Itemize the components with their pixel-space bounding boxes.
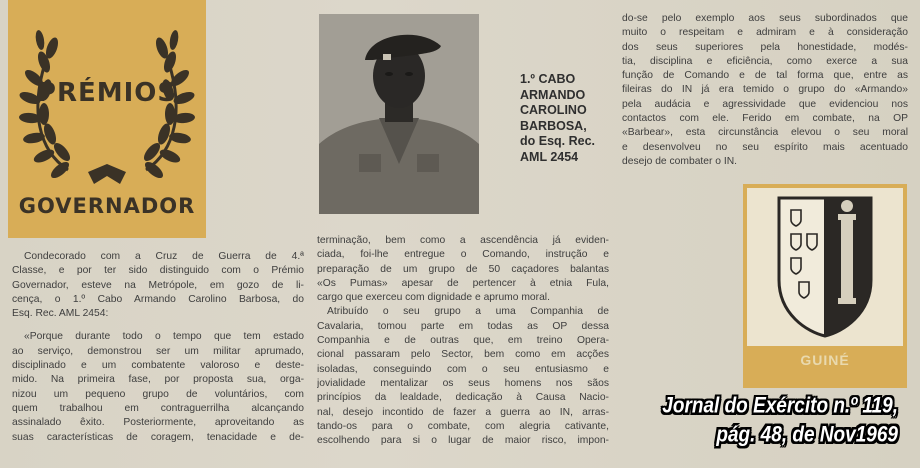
text-line: e desenvolveu no seu espírito mais acentuado [622,141,908,153]
article-column-3 [622,12,908,169]
text-line: cargo que exerceu com dignidade e aprumo moral. [317,292,550,304]
text-line: Classe, e por ter sido distinguido com o Prémio [12,265,304,277]
text-line: Companhia e de outras que, em treino Opera- [317,335,609,347]
text-line: mido. Na primeira fase, por proposta sua, orga- [12,374,304,386]
text-line: preparação de um grupo de 50 caçadores balantas [317,263,609,275]
text-line: cença, o 1.º Cabo Armando Carolino Barbosa, do [12,293,304,305]
text-line: terminação, bem como a ascendência já eviden- [317,235,609,246]
text-line: Esq. Rec. AML 2454: [12,308,109,320]
premios-governador-badge [8,0,206,238]
caption-line: 1.º CABO [520,72,576,86]
article-column-1 [12,250,304,445]
text-line: ao serviço, demonstrou ser um militar aprumado, [12,345,304,357]
article-column-2 [317,234,609,448]
text-line: do-se pelo exemplo aos seus subordinados que [622,13,908,24]
text-line: quem trabalhou em contraguerrilha alcançando [12,402,304,414]
text-line: Governador, esteve na Metrópole, em gozo de li- [12,279,304,291]
text-line: cional passaram pelo Sector, bem como em acções [317,349,609,361]
text-line: Cavalaria, tomou parte em todas as OP dessa [317,320,609,332]
source-credit [578,392,898,450]
guine-coat-of-arms [743,184,907,388]
text-line: «Porque durante todo o tempo que tem estado [24,331,304,343]
text-line: escolhendo para si o lugar de maior risco, impon- [317,435,609,447]
text-line: tia, disciplina e eficiência, como exerce a sua [622,55,908,67]
text-line: muito o respeitam e admiram e à consideração [622,27,908,39]
text-line: nizou um pequeno grupo de voluntários, com [12,388,304,400]
text-line: Condecorado com a Cruz de Guerra de 4.ª [24,251,304,262]
caption-line: BARBOSA, [520,118,587,133]
text-line: desejo de combater o IN. [622,155,738,167]
caption-line: CAROLINO [520,103,587,117]
text-line: nal, desejo incontido de fazer a guerra ao IN, arras- [317,406,609,418]
text-line: ciada, foi-lhe entregue o Comando, instrução e [317,249,609,261]
text-line: isoladas, conseguindo com o seu entusiasmo e [317,363,609,375]
text-line: «Barbear», esta circunstância elevou o seu moral [622,127,908,139]
soldier-photo [319,14,479,214]
guine-label: GUINÉ [800,352,850,368]
text-line: Atribuído o seu grupo a uma Companhia de [327,306,609,318]
text-line: jovialidade mentalizar os seus homens nos sãos [317,377,609,389]
caption-line: AML 2454 [520,149,579,164]
source-line-2: pág. 48, de Nov1969 [716,423,898,448]
text-line: «Os Pumas» apesar de pertencer à etnia Fula, [317,277,609,289]
text-line: princípios da lealdade, dedicação à Causa Nacio- [317,392,609,404]
text-line: tando-os para o combate, com alegria cativante, [317,420,609,432]
photo-caption [520,72,630,165]
text-line: pela audácia e agressividade que evidenciou nos [622,98,908,110]
text-line: função de Comando e de tal forma que, entre as [622,70,908,82]
text-line: suas características de coragem, tenacidade e de- [12,431,304,443]
text-line: dos seus superiores pela honestidade, modés- [622,41,908,53]
text-line: disciplinado e um combatente valoroso e deste- [12,360,304,372]
source-line-1: Jornal do Exército n.º 119, [662,394,898,419]
text-line: assinalado êxito. Posteriormente, aproveitando as [12,417,304,429]
badge-subtitle: GOVERNADOR [18,194,196,218]
caption-line: do Esq. Rec. [520,134,596,148]
text-line: fileiras do IN já era temido o grupo do «Armando» [622,84,908,96]
text-line: contactos com ele. Ferido em combate, na OP [622,113,908,125]
caption-line: ARMANDO [520,87,586,102]
badge-title: PRÉMIOS [36,78,178,108]
